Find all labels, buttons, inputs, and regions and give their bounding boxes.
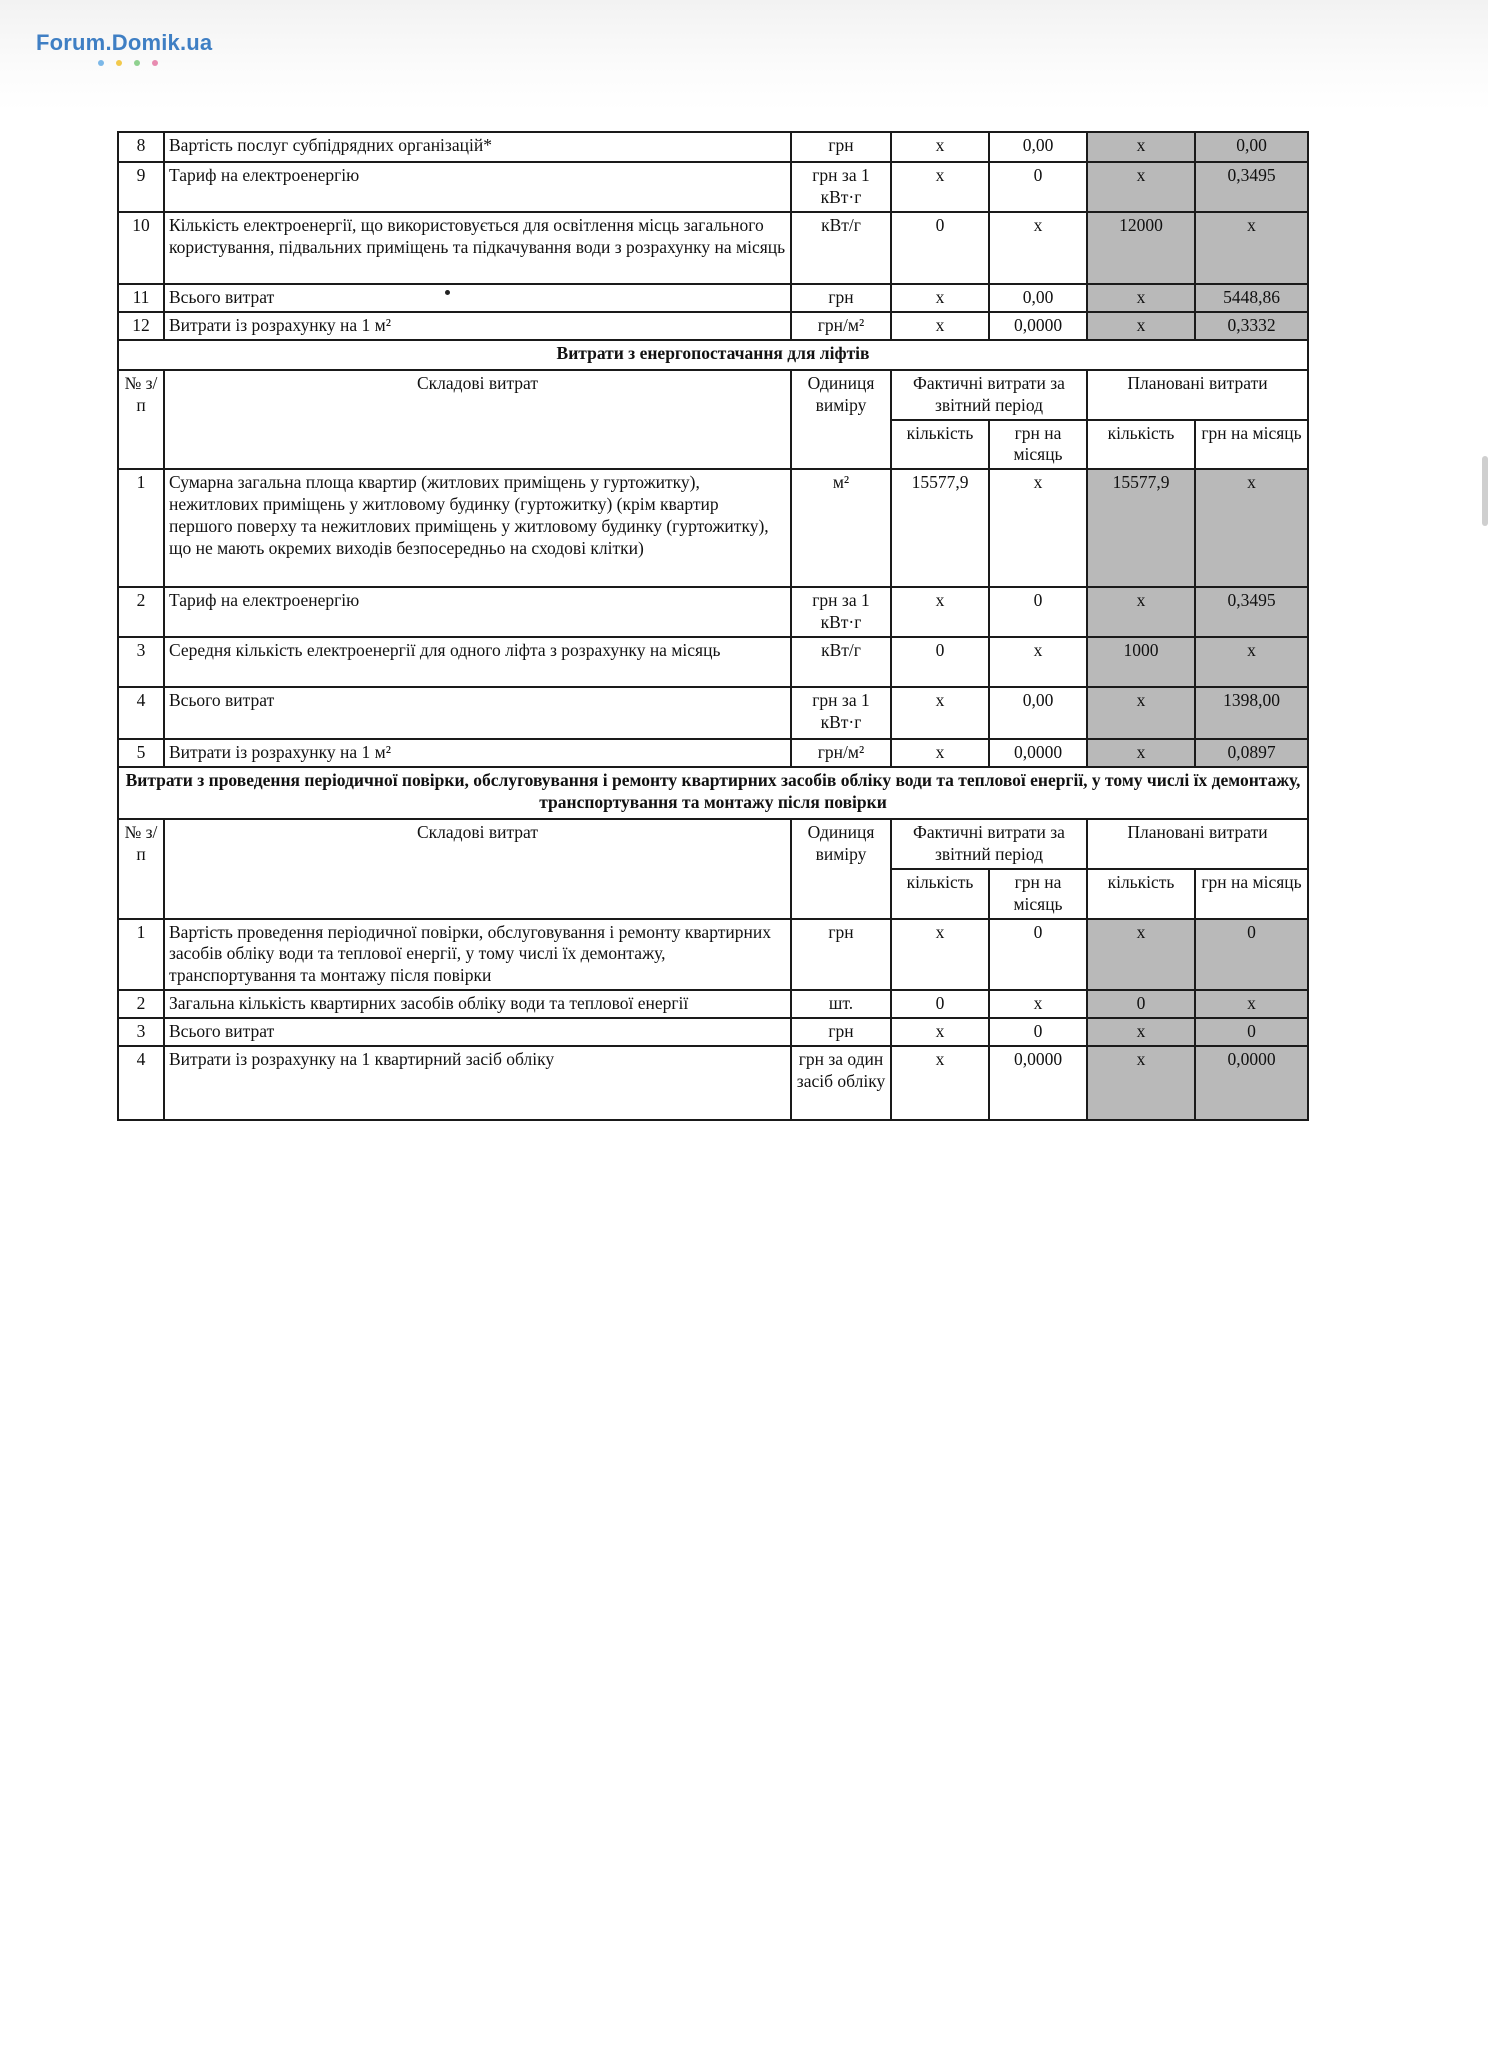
cost-item-name: Вартість послуг субпідрядних організацій* bbox=[164, 132, 791, 162]
plan-quantity: х bbox=[1087, 1018, 1195, 1046]
header-name: Складові витрат bbox=[164, 819, 791, 919]
header-plan-qty: кількість bbox=[1087, 869, 1195, 919]
watermark-dot bbox=[98, 60, 104, 66]
header-unit: Одиниця виміру bbox=[791, 370, 891, 470]
fact-quantity: 15577,9 bbox=[891, 469, 989, 587]
row-number: 12 bbox=[118, 312, 164, 340]
table-row bbox=[118, 1046, 1308, 1120]
plan-per-month: 0 bbox=[1195, 1018, 1308, 1046]
section-title-lifts: Витрати з енергопостачання для ліфтів bbox=[118, 340, 1308, 370]
header-fact-month: грн на місяць bbox=[989, 869, 1087, 919]
cost-item-name: Тариф на електроенергію bbox=[164, 587, 791, 637]
table-row bbox=[118, 990, 1308, 1018]
plan-per-month: х bbox=[1195, 637, 1308, 687]
plan-quantity: х bbox=[1087, 739, 1195, 767]
header-num: № з/п bbox=[118, 370, 164, 470]
plan-per-month: 0,3495 bbox=[1195, 587, 1308, 637]
section-title-meters: Витрати з проведення періодичної повірки, обслуговування і ремонту квартирних засобів обліку води та теплової енергії, у тому числі їх демонтажу, транспортування та монтажу після повірки bbox=[118, 767, 1308, 819]
plan-per-month: 0 bbox=[1195, 919, 1308, 991]
plan-quantity: 12000 bbox=[1087, 212, 1195, 284]
plan-per-month: 0,00 bbox=[1195, 132, 1308, 162]
plan-quantity: х bbox=[1087, 687, 1195, 739]
fact-quantity: х bbox=[891, 687, 989, 739]
header-plan: Плановані витрати bbox=[1087, 370, 1308, 420]
header-num: № з/п bbox=[118, 819, 164, 919]
cost-item-name: Витрати із розрахунку на 1 м² bbox=[164, 312, 791, 340]
row-number: 8 bbox=[118, 132, 164, 162]
plan-per-month: 1398,00 bbox=[1195, 687, 1308, 739]
table-row bbox=[118, 284, 1308, 312]
row-number: 5 bbox=[118, 739, 164, 767]
cost-item-name: Кількість електроенергії, що використовується для освітлення місць загального користування, підвальних приміщень та підкачування води з розрахунку на місяць bbox=[164, 212, 791, 284]
plan-per-month: 0,3332 bbox=[1195, 312, 1308, 340]
header-fact: Фактичні витрати за звітний період bbox=[891, 819, 1087, 869]
fact-per-month: х bbox=[989, 990, 1087, 1018]
row-number: 1 bbox=[118, 919, 164, 991]
fact-per-month: 0 bbox=[989, 162, 1087, 212]
fact-per-month: 0,00 bbox=[989, 284, 1087, 312]
table-row bbox=[118, 1018, 1308, 1046]
cost-item-name: Вартість проведення періодичної повірки, обслуговування і ремонту квартирних засобів обліку води та теплової енергії, у тому числі їх демонтажу, транспортування та монтажу після повірки bbox=[164, 919, 791, 991]
cost-item-name: Всього витрат bbox=[164, 1018, 791, 1046]
unit-cell: грн/м² bbox=[791, 739, 891, 767]
plan-per-month: 5448,86 bbox=[1195, 284, 1308, 312]
table-header-row bbox=[118, 819, 1308, 869]
plan-quantity: х bbox=[1087, 132, 1195, 162]
plan-quantity: х bbox=[1087, 312, 1195, 340]
header-plan-month: грн на місяць bbox=[1195, 869, 1308, 919]
table-row bbox=[118, 637, 1308, 687]
fact-per-month: 0,0000 bbox=[989, 312, 1087, 340]
fact-per-month: 0,0000 bbox=[989, 1046, 1087, 1120]
unit-cell: шт. bbox=[791, 990, 891, 1018]
cost-item-name: Витрати із розрахунку на 1 м² bbox=[164, 739, 791, 767]
cost-item-name: Загальна кількість квартирних засобів обліку води та теплової енергії bbox=[164, 990, 791, 1018]
unit-cell: грн за один засіб обліку bbox=[791, 1046, 891, 1120]
table-row bbox=[118, 469, 1308, 587]
unit-cell: грн/м² bbox=[791, 312, 891, 340]
fact-per-month: 0 bbox=[989, 587, 1087, 637]
forum-watermark: Forum.Domik.ua bbox=[36, 30, 213, 55]
fact-per-month: 0,00 bbox=[989, 687, 1087, 739]
plan-per-month: х bbox=[1195, 990, 1308, 1018]
table-row bbox=[118, 312, 1308, 340]
cost-breakdown-table bbox=[117, 131, 1309, 1121]
unit-cell: грн за 1 кВт·г bbox=[791, 687, 891, 739]
unit-cell: кВт/г bbox=[791, 637, 891, 687]
unit-cell: грн bbox=[791, 132, 891, 162]
header-fact-qty: кількість bbox=[891, 869, 989, 919]
table-row bbox=[118, 687, 1308, 739]
fact-per-month: 0,00 bbox=[989, 132, 1087, 162]
watermark-dot bbox=[134, 60, 140, 66]
header-fact-month: грн на місяць bbox=[989, 420, 1087, 470]
unit-cell: м² bbox=[791, 469, 891, 587]
plan-quantity: х bbox=[1087, 919, 1195, 991]
header-fact-qty: кількість bbox=[891, 420, 989, 470]
watermark-dot bbox=[116, 60, 122, 66]
row-number: 4 bbox=[118, 1046, 164, 1120]
cost-item-name: Тариф на електроенергію bbox=[164, 162, 791, 212]
table-row bbox=[118, 162, 1308, 212]
header-unit: Одиниця виміру bbox=[791, 819, 891, 919]
fact-quantity: х bbox=[891, 312, 989, 340]
table-row bbox=[118, 739, 1308, 767]
fact-quantity: 0 bbox=[891, 990, 989, 1018]
row-number: 3 bbox=[118, 637, 164, 687]
plan-quantity: х bbox=[1087, 587, 1195, 637]
fact-per-month: 0 bbox=[989, 1018, 1087, 1046]
section-title-row bbox=[118, 767, 1308, 819]
header-plan: Плановані витрати bbox=[1087, 819, 1308, 869]
plan-quantity: х bbox=[1087, 284, 1195, 312]
plan-per-month: х bbox=[1195, 212, 1308, 284]
fact-quantity: х bbox=[891, 132, 989, 162]
fact-quantity: х bbox=[891, 162, 989, 212]
plan-quantity: х bbox=[1087, 162, 1195, 212]
row-number: 1 bbox=[118, 469, 164, 587]
plan-per-month: 0,3495 bbox=[1195, 162, 1308, 212]
fact-per-month: х bbox=[989, 637, 1087, 687]
watermark-dots bbox=[98, 60, 158, 66]
plan-per-month: х bbox=[1195, 469, 1308, 587]
unit-cell: грн за 1 кВт·г bbox=[791, 162, 891, 212]
fact-quantity: х bbox=[891, 284, 989, 312]
plan-quantity: 15577,9 bbox=[1087, 469, 1195, 587]
fact-quantity: х bbox=[891, 739, 989, 767]
header-name: Складові витрат bbox=[164, 370, 791, 470]
scan-artifact bbox=[1482, 456, 1488, 526]
header-plan-qty: кількість bbox=[1087, 420, 1195, 470]
cost-item-name: Всього витрат bbox=[164, 687, 791, 739]
unit-cell: грн bbox=[791, 284, 891, 312]
cost-item-name: Сумарна загальна площа квартир (житлових приміщень у гуртожитку), нежитлових приміщень у житловому будинку (гуртожитку) (крім квартир першого поверху та нежитлових приміщень у житловому будинку (гуртожитку), що не мають окремих виходів безпосередньо на сходові клітки) bbox=[164, 469, 791, 587]
plan-per-month: 0,0897 bbox=[1195, 739, 1308, 767]
header-plan-month: грн на місяць bbox=[1195, 420, 1308, 470]
table-row bbox=[118, 212, 1308, 284]
cost-item-name: Середня кількість електроенергії для одного ліфта з розрахунку на місяць bbox=[164, 637, 791, 687]
table-row bbox=[118, 132, 1308, 162]
row-number: 4 bbox=[118, 687, 164, 739]
row-number: 2 bbox=[118, 990, 164, 1018]
header-fact: Фактичні витрати за звітний період bbox=[891, 370, 1087, 420]
plan-per-month: 0,0000 bbox=[1195, 1046, 1308, 1120]
scan-background-edge bbox=[0, 0, 1488, 110]
fact-quantity: 0 bbox=[891, 637, 989, 687]
fact-quantity: 0 bbox=[891, 212, 989, 284]
plan-quantity: 1000 bbox=[1087, 637, 1195, 687]
cost-item-name: Всього витрат bbox=[164, 284, 791, 312]
table-row bbox=[118, 587, 1308, 637]
fact-per-month: 0,0000 bbox=[989, 739, 1087, 767]
fact-per-month: х bbox=[989, 469, 1087, 587]
unit-cell: грн за 1 кВт·г bbox=[791, 587, 891, 637]
plan-quantity: 0 bbox=[1087, 990, 1195, 1018]
fact-quantity: х bbox=[891, 1046, 989, 1120]
watermark-dot bbox=[152, 60, 158, 66]
row-number: 3 bbox=[118, 1018, 164, 1046]
fact-quantity: х bbox=[891, 919, 989, 991]
plan-quantity: х bbox=[1087, 1046, 1195, 1120]
row-number: 9 bbox=[118, 162, 164, 212]
row-number: 11 bbox=[118, 284, 164, 312]
table-row bbox=[118, 919, 1308, 991]
row-number: 2 bbox=[118, 587, 164, 637]
section-title-row bbox=[118, 340, 1308, 370]
fact-per-month: х bbox=[989, 212, 1087, 284]
table-header-row bbox=[118, 370, 1308, 420]
unit-cell: грн bbox=[791, 919, 891, 991]
unit-cell: кВт/г bbox=[791, 212, 891, 284]
cost-item-name: Витрати із розрахунку на 1 квартирний засіб обліку bbox=[164, 1046, 791, 1120]
fact-quantity: х bbox=[891, 587, 989, 637]
fact-per-month: 0 bbox=[989, 919, 1087, 991]
unit-cell: грн bbox=[791, 1018, 891, 1046]
row-number: 10 bbox=[118, 212, 164, 284]
fact-quantity: х bbox=[891, 1018, 989, 1046]
